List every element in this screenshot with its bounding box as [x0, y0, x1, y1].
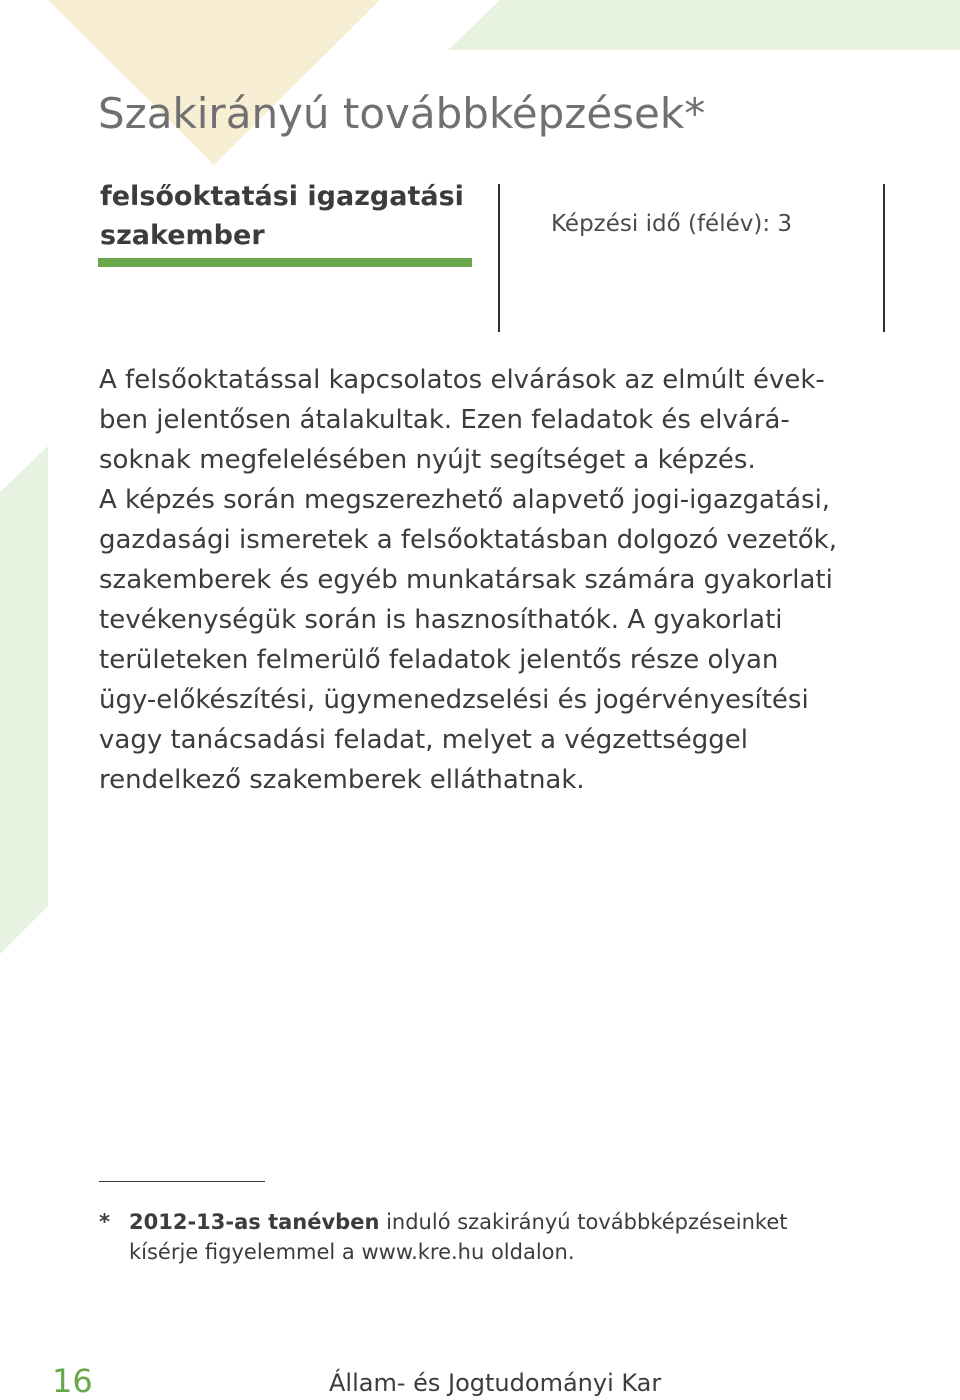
description-line: rendelkező szakemberek elláthatnak. — [99, 765, 585, 795]
description-line: A felsőoktatással kapcsolatos elvárások az elmúlt évek- — [99, 365, 825, 395]
description-line: vagy tanácsadási feladat, melyet a végzettséggel — [99, 725, 748, 755]
description-line: területeken felmerülő feladatok jelentős része olyan — [99, 645, 779, 675]
training-duration: Képzési idő (félév): 3 — [551, 211, 793, 237]
page-number: 16 — [52, 1362, 93, 1400]
footer-faculty-name: Állam- és Jogtudományi Kar — [329, 1369, 662, 1397]
info-box-left-rule — [498, 184, 500, 332]
page-title: Szakirányú továbbképzések* — [98, 89, 706, 138]
description-line: gazdasági ismeretek a felsőoktatásban dolgozó vezetők, — [99, 525, 837, 555]
footnote-line-1 — [129, 1207, 889, 1237]
footnote-separator — [99, 1181, 265, 1182]
footnote-line-1-rest: induló szakirányú továbbképzéseinket — [379, 1210, 788, 1234]
description-line: ben jelentősen átalakultak. Ezen feladatok és elvárá- — [99, 405, 790, 435]
description-line: A képzés során megszerezhető alapvető jogi-igazgatási, — [99, 485, 831, 515]
description-line: soknak megfelelésében nyújt segítséget a képzés. — [99, 445, 756, 475]
footnote-line-2: kísérje figyelemmel a www.kre.hu oldalon. — [129, 1240, 575, 1264]
program-name-underline — [98, 258, 472, 267]
program-description — [99, 360, 899, 800]
program-name: felsőoktatási igazgatási szakember — [100, 181, 464, 251]
info-box-right-rule — [883, 184, 885, 332]
footnote — [99, 1207, 889, 1267]
description-line: ügy-előkészítési, ügymenedzselési és jogérvényesítési — [99, 685, 809, 715]
description-line: szakemberek és egyéb munkatársak számára gyakorlati — [99, 565, 833, 595]
footnote-marker: * — [99, 1210, 110, 1234]
footnote-highlight: 2012-13-as tanévben — [129, 1210, 380, 1234]
description-line: tevékenységük során is hasznosíthatók. A gyakorlati — [99, 605, 783, 635]
